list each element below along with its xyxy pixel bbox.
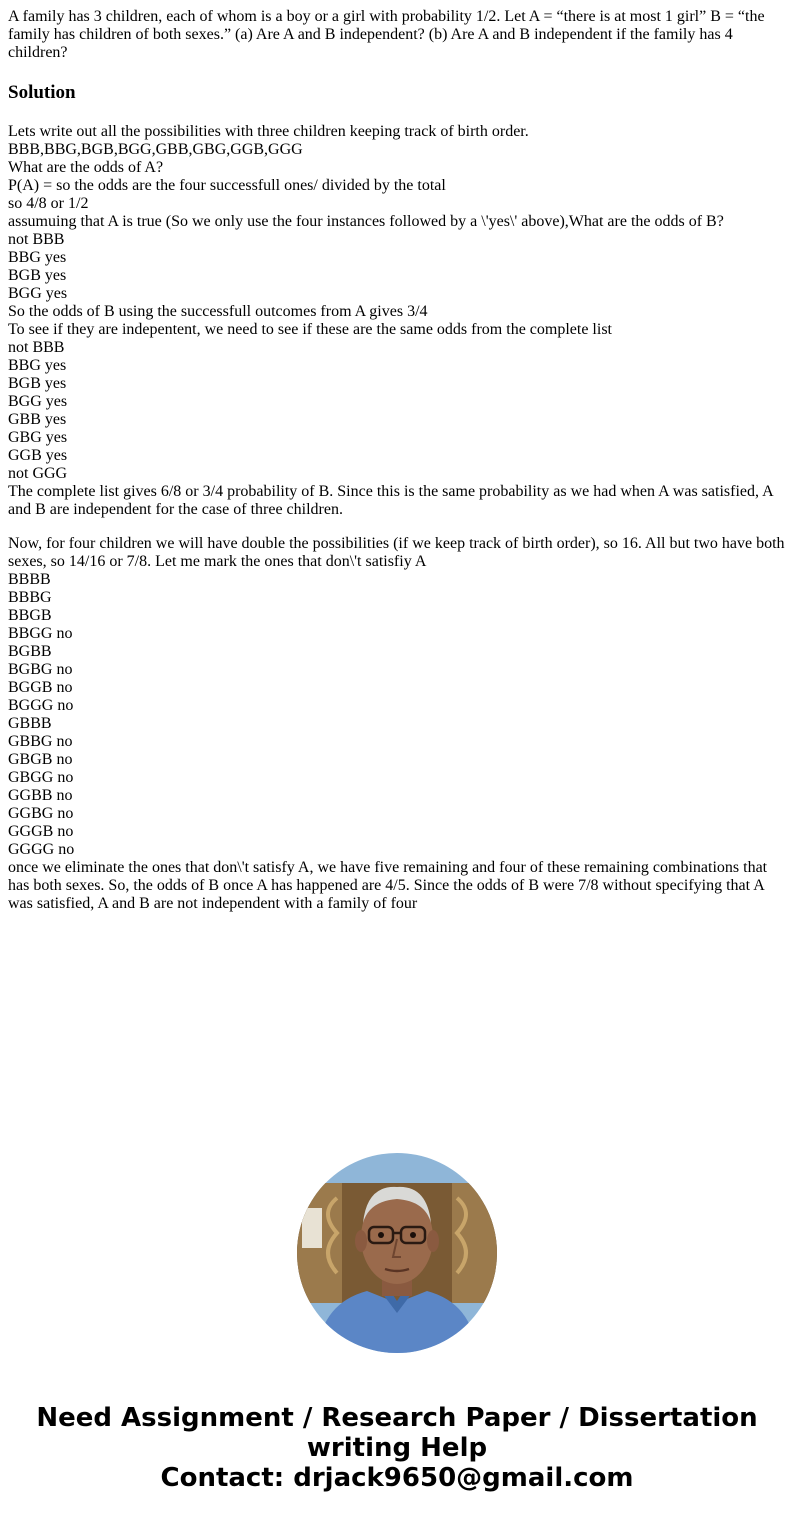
solution-line: So the odds of B using the successfull outcomes from A gives 3/4 <box>8 303 428 320</box>
solution-line: The complete list gives 6/8 or 3/4 probability of B. Since this is the same probability as we had when A was satisfied, A and B are independent for the case of three children. <box>8 483 777 518</box>
solution-line: GGB yes <box>8 447 68 464</box>
solution-line: GGGG no <box>8 841 75 858</box>
solution-line: BBBB <box>8 571 51 588</box>
solution-line: BBBG <box>8 589 52 606</box>
solution-line: GBGG no <box>8 769 74 786</box>
solution-line: assumuing that A is true (So we only use the four instances followed by a \'yes\' above),What are the odds of B? <box>8 213 724 230</box>
tutor-avatar <box>297 1153 497 1353</box>
solution-line: not BBB <box>8 231 65 248</box>
solution-part-b <box>8 535 788 913</box>
document-body <box>8 8 788 913</box>
solution-line: GBBG no <box>8 733 73 750</box>
solution-line: BBG yes <box>8 249 67 266</box>
solution-line: GGBG no <box>8 805 74 822</box>
solution-line: BBG yes <box>8 357 67 374</box>
solution-line: BGB yes <box>8 267 67 284</box>
promo-banner <box>0 1403 794 1493</box>
solution-line: GBBB <box>8 715 52 732</box>
solution-line: BGB yes <box>8 375 67 392</box>
promo-line-1: Need Assignment / Research Paper / Dissertation <box>36 1403 758 1433</box>
solution-line: P(A) = so the odds are the four successfull ones/ divided by the total <box>8 177 446 194</box>
solution-line: To see if they are indepentent, we need to see if these are the same odds from the complete list <box>8 321 612 338</box>
solution-line: GGGB no <box>8 823 74 840</box>
solution-line: What are the odds of A? <box>8 159 164 176</box>
solution-line: Now, for four children we will have double the possibilities (if we keep track of birth order), so 16. All but two have both sexes, so 14/16 or 7/8. Let me mark the ones that don\'t satisfiy A <box>8 535 789 570</box>
solution-line: GBB yes <box>8 411 67 428</box>
solution-line: BBB,BBG,BGB,BGG,GBB,GBG,GGB,GGG <box>8 141 303 158</box>
solution-line: not GGG <box>8 465 68 482</box>
solution-line: once we eliminate the ones that don\'t satisfy A, we have five remaining and four of these remaining combinations that has both sexes. So, the odds of B once A has happened are 4/5. Since the odds of B were 7/8 without specifying that A was satisfied, A and B are not independent with a family of four <box>8 859 772 912</box>
promo-line-2: writing Help <box>306 1433 488 1463</box>
solution-line: BBGB <box>8 607 52 624</box>
solution-line: BBGG no <box>8 625 73 642</box>
solution-line: so 4/8 or 1/2 <box>8 195 89 212</box>
solution-line: GBGB no <box>8 751 73 768</box>
promo-contact: Contact: drjack9650@gmail.com <box>160 1463 634 1493</box>
solution-part-a <box>8 123 788 519</box>
solution-line: BGGB no <box>8 679 73 696</box>
solution-line: Lets write out all the possibilities with three children keeping track of birth order. <box>8 123 529 140</box>
solution-line: not BBB <box>8 339 65 356</box>
solution-line: GBG yes <box>8 429 68 446</box>
solution-line: BGG yes <box>8 285 68 302</box>
solution-heading: Solution <box>8 82 76 103</box>
solution-line: BGGG no <box>8 697 74 714</box>
solution-line: BGG yes <box>8 393 68 410</box>
solution-line: GGBB no <box>8 787 73 804</box>
solution-line: BGBG no <box>8 661 73 678</box>
solution-line: BGBB <box>8 643 52 660</box>
question-text: A family has 3 children, each of whom is a boy or a girl with probability 1/2. Let A = “there is at most 1 girl” B = “the family has children of both sexes.” (a) Are A and B independent? (b) Are A and B independent if the family has 4 children? <box>8 8 765 61</box>
